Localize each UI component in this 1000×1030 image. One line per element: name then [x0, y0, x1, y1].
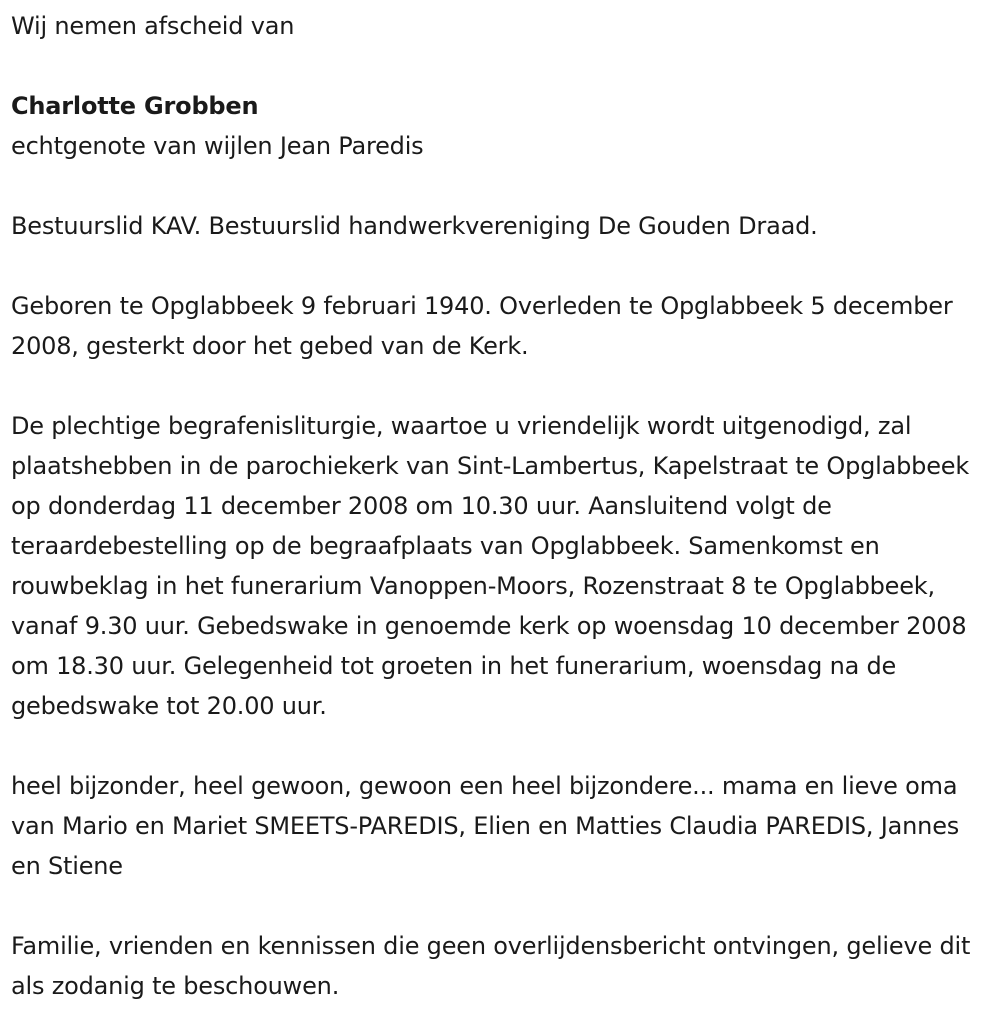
ceremony-paragraph: De plechtige begrafenisliturgie, waartoe u vriendelijk wordt uitgenodigd, zal plaatshebben in de parochiekerk van Sint-Lambertus, Kapelstraat te Opglabbeek op donderdag 11 december 2008 om 10.30 uur. Aansluitend volgt de teraardebestelling op de begraafplaats van Opglabbeek. Samenkomst en rouwbeklag in het funerarium Vanoppen-Moors, Rozenstraat 8 te Opglabbeek, vanaf 9.30 uur. Gebedswake in genoemde kerk op woensdag 10 december 2008 om 18.30 uur. Gelegenheid tot groeten in het funerarium, woensdag na de gebedswake tot 20.00 uur.	[11, 412, 970, 720]
obituary-text	[11, 6, 991, 1006]
intro-line: Wij nemen afscheid van	[11, 12, 295, 40]
deceased-name: Charlotte Grobben	[11, 92, 259, 120]
family-paragraph: heel bijzonder, heel gewoon, gewoon een heel bijzondere... mama en lieve oma van Mario en Mariet SMEETS-PAREDIS, Elien en Matties Claudia PAREDIS, Jannes en Stiene	[11, 772, 960, 880]
deceased-relation: echtgenote van wijlen Jean Paredis	[11, 132, 424, 160]
roles-paragraph: Bestuurslid KAV. Bestuurslid handwerkvereniging De Gouden Draad.	[11, 212, 818, 240]
birth-death-paragraph: Geboren te Opglabbeek 9 februari 1940. Overleden te Opglabbeek 5 december 2008, gesterkt door het gebed van de Kerk.	[11, 292, 953, 360]
closing-paragraph: Familie, vrienden en kennissen die geen overlijdensbericht ontvingen, gelieve dit als zodanig te beschouwen.	[11, 932, 971, 1000]
